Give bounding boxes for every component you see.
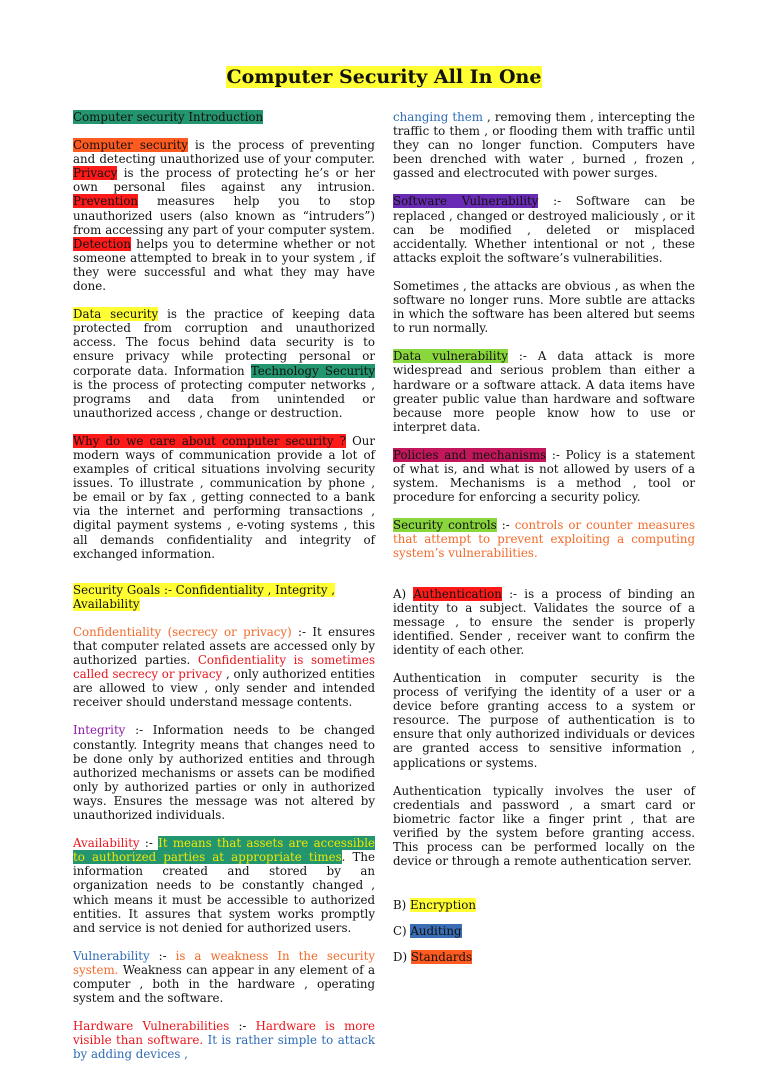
list-prefix: B) [393, 898, 411, 913]
intro-heading [73, 110, 375, 124]
text: :- [496, 518, 515, 533]
term-why-care: Why do we care about computer security ? [73, 433, 346, 448]
paragraph-data-vulnerability [393, 349, 695, 434]
right-column [393, 110, 695, 979]
term-auditing: Auditing [410, 924, 462, 939]
text: measures help you to stop unauthorized users (also known as “intruders”) from accessing any part of your computer system. [73, 194, 375, 237]
paragraph-security-controls [393, 518, 695, 560]
paragraph-data-security [73, 307, 375, 420]
term-authentication: Authentication [413, 586, 502, 601]
term-integrity: Integrity [73, 723, 126, 738]
term-security-controls: Security controls [393, 518, 497, 533]
left-column [73, 110, 375, 1075]
text: is the process of preventing and detecting unauthorized use of your computer. [73, 138, 375, 167]
term-prevention: Prevention [73, 194, 139, 209]
text: , removing them , intercepting the traffic to them , or flooding them with traffic until they can no longer function. Computers have been drenched with water , burned , frozen , gassed and electrocuted with power surges. [393, 110, 695, 181]
security-goals-heading [73, 583, 375, 611]
list-item-auditing [393, 924, 695, 938]
list-prefix: C) [393, 924, 411, 939]
term-confidentiality: Confidentiality (secrecy or privacy) [73, 624, 292, 639]
term-encryption: Encryption [410, 898, 476, 913]
paragraph-vulnerability [73, 949, 375, 1005]
paragraph-policies [393, 448, 695, 504]
text: is the process of protecting he’s or her own personal files against any intrusion. [73, 166, 375, 195]
text: :- [149, 948, 176, 963]
paragraph-authentication-3: Authentication typically involves the user of credentials and password , a smart card or biometric factor like a finger print , that are verified by the system before granting access. This process can be performed locally on the device or through a remote authentication server. [393, 783, 695, 869]
paragraph-authentication [393, 587, 695, 657]
hardware-blue-text: It is rather simple to attack by adding devices , [73, 1033, 375, 1062]
term-technology-security: Technology Security [250, 363, 375, 378]
text: :- is a process of binding an identity to a subject. Validates the source of a message , to ensure the sender is properly identified. Sender , receiver want to confirm the identity of each other. [393, 586, 696, 657]
hardware-continued-blue: changing them [393, 110, 483, 124]
paragraph-confidentiality [73, 625, 375, 710]
list-item-standards [393, 950, 695, 964]
text: is the process of protecting computer networks , programs and data from unintended or unauthorized access , change or destruction. [73, 377, 375, 420]
text: :- Information needs to be changed constantly. Integrity means that changes need to be done only by authorized entities and through authorized mechanisms or assets can be modified only by authorized parties or only in authorized ways. Ensures the message was not altered by unauthorized individuals. [73, 723, 375, 823]
text: :- [229, 1019, 256, 1034]
list-prefix: A) [393, 586, 414, 601]
document-title-text: Computer Security All In One [226, 66, 542, 88]
paragraph-hardware-vulnerabilities [73, 1019, 375, 1061]
paragraph-hardware-continued [393, 110, 695, 180]
term-availability: Availability [73, 836, 140, 851]
text: :- Policy is a statement of what is, and what is not allowed by users of a system. Mechanisms is a method , tool or procedure for enforcing a security policy. [393, 447, 695, 505]
text: helps you to determine whether or not someone attempted to break in to your system , if they were successful and what they may have done. [73, 236, 375, 294]
paragraph-software-vulnerability [393, 194, 695, 264]
term-computer-security: Computer security [73, 138, 188, 153]
security-goals-text: Security Goals :- Confidentiality , Integrity , Availability [73, 582, 336, 611]
term-detection: Detection [73, 236, 131, 251]
paragraph-integrity [73, 723, 375, 822]
confidentiality-note: Confidentiality is sometimes called secrecy or privacy [73, 653, 375, 682]
availability-highlight: It means that assets are accessible to authorized parties at appropriate times [73, 836, 375, 865]
vulnerability-definition: is a weakness In the security system. [73, 948, 375, 977]
term-standards: Standards [410, 950, 473, 965]
term-policies: Policies and mechanisms [393, 447, 547, 462]
text: Our modern ways of communication provide a lot of examples of critical situations involving security issues. To illustrate , communication by phone , be email or by fax , getting connected to a bank via the internet and performing transactions , digital payment systems , e-voting systems , this all demands confidentiality and integrity of exchanged information. [73, 433, 375, 561]
term-vulnerability: Vulnerability [73, 948, 150, 963]
hardware-red-text: Hardware is more visible than software. [73, 1019, 375, 1048]
paragraph-why-care [73, 434, 375, 561]
intro-heading-text: Computer security Introduction [73, 110, 264, 124]
paragraph-computer-security [73, 138, 375, 293]
text: . The information created and stored by an organization needs to be constantly changed , which means it must be accessible to authorized entities. It assures that system works promptly and service is not denied for authorized users. [73, 850, 375, 935]
text: is the practice of keeping data protected from corruption and unauthorized access. The focus behind data security is to ensure privacy while protecting personal or corporate data. Information [73, 307, 376, 378]
term-data-vulnerability: Data vulnerability [393, 349, 508, 364]
text: :- [139, 836, 159, 851]
text: :- It ensures that computer related assets are accessed only by authorized parties. [73, 624, 375, 668]
text: :- Software can be replaced , changed or destroyed maliciously , or it can be modified , deleted or misplaced accidentally. Whether intentional or not , these attacks exploit the software’s vulnerabilities. [393, 194, 695, 265]
term-data-security: Data security [73, 307, 159, 322]
text: Weakness can appear in any element of a computer , both in the hardware , operating system and the software. [73, 962, 375, 1006]
term-software-vulnerability: Software Vulnerability [393, 194, 539, 209]
term-privacy: Privacy [73, 166, 118, 181]
text: , only authorized entities are allowed to view , only sender and intended receiver should understand message contents. [73, 667, 375, 710]
list-prefix: D) [393, 950, 411, 965]
paragraph-authentication-2: Authentication in computer security is the process of verifying the identity of a user or a device before granting access to a system or resource. The purpose of authentication is to ensure that only authorized individuals or devices are granted access to sensitive information , applications or systems. [393, 671, 695, 770]
text: :- A data attack is more widespread and serious problem than either a hardware or a software attack. A data items have greater public value than hardware and software because more people know how to use or interpret data. [393, 349, 695, 434]
paragraph-availability [73, 836, 375, 935]
list-item-encryption [393, 898, 695, 912]
paragraph-obvious-attacks: Sometimes , the attacks are obvious , as when the software no longer runs. More subtle are attacks in which the software has been altered but seems to run normally. [393, 278, 695, 336]
document-title [0, 66, 768, 88]
security-controls-definition: controls or counter measures that attempt to prevent exploiting a computing system’s vulnerabilities. [393, 518, 696, 561]
term-hardware-vulnerabilities: Hardware Vulnerabilities [73, 1019, 230, 1034]
